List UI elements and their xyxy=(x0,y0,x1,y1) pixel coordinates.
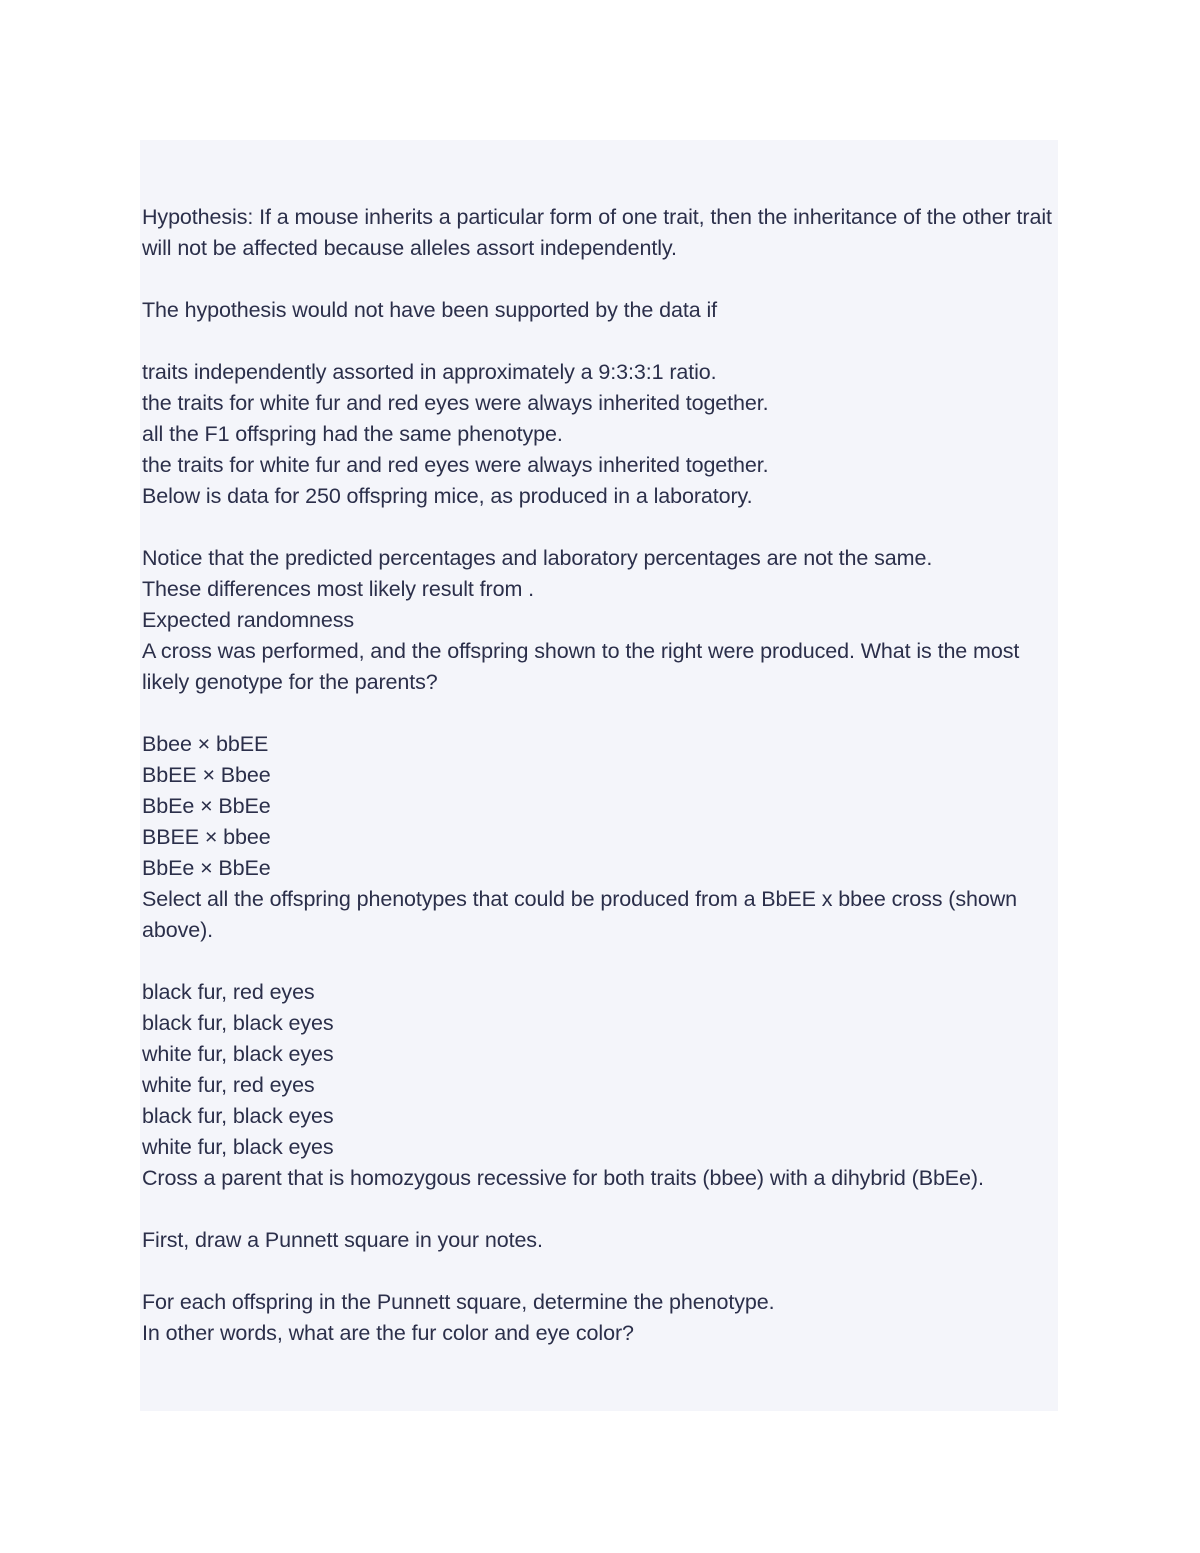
document-line: black fur, black eyes xyxy=(142,1011,334,1035)
document-line: BbEe × BbEe xyxy=(142,794,271,818)
document-line: the traits for white fur and red eyes were always inherited together. xyxy=(142,453,769,477)
document-line: Below is data for 250 offspring mice, as produced in a laboratory. xyxy=(142,484,753,508)
document-line: traits independently assorted in approximately a 9:3:3:1 ratio. xyxy=(142,360,717,384)
document-line: Notice that the predicted percentages and laboratory percentages are not the same. xyxy=(142,546,933,570)
document-line: black fur, black eyes xyxy=(142,1104,334,1128)
document-line: The hypothesis would not have been supported by the data if xyxy=(142,298,717,322)
blank-line xyxy=(142,512,1058,543)
document-line: white fur, black eyes xyxy=(142,1042,334,1066)
document-line: These differences most likely result from . xyxy=(142,577,535,601)
document-line: A cross was performed, and the offspring shown to the right were produced. What is the most likely genotype for the parents? xyxy=(142,639,1020,694)
blank-line xyxy=(142,264,1058,295)
document-line: black fur, red eyes xyxy=(142,980,315,1004)
document-line: Hypothesis: If a mouse inherits a particular form of one trait, then the inheritance of the other trait will not be affected because alleles assort independently. xyxy=(142,205,1052,260)
document-line: white fur, red eyes xyxy=(142,1073,315,1097)
document-line: all the F1 offspring had the same phenotype. xyxy=(142,422,563,446)
document-line: Expected randomness xyxy=(142,608,355,632)
document-line: Cross a parent that is homozygous recessive for both traits (bbee) with a dihybrid (BbEe). xyxy=(142,1166,984,1190)
document-line: BBEE × bbee xyxy=(142,825,271,849)
document-line: Bbee × bbEE xyxy=(142,732,269,756)
blank-line xyxy=(142,698,1058,729)
document-line: white fur, black eyes xyxy=(142,1135,334,1159)
document-line: First, draw a Punnett square in your notes. xyxy=(142,1228,543,1252)
document-text xyxy=(142,202,1058,1349)
blank-line xyxy=(142,326,1058,357)
document-line: BbEE × Bbee xyxy=(142,763,271,787)
document-line: the traits for white fur and red eyes were always inherited together. xyxy=(142,391,769,415)
blank-line xyxy=(142,1256,1058,1287)
blank-line xyxy=(142,946,1058,977)
document-line: For each offspring in the Punnett square, determine the phenotype. xyxy=(142,1290,775,1314)
document-line: BbEe × BbEe xyxy=(142,856,271,880)
document-line: In other words, what are the fur color and eye color? xyxy=(142,1321,634,1345)
blank-line xyxy=(142,1194,1058,1225)
document-line: Select all the offspring phenotypes that could be produced from a BbEE x bbee cross (shown above). xyxy=(142,887,1018,942)
